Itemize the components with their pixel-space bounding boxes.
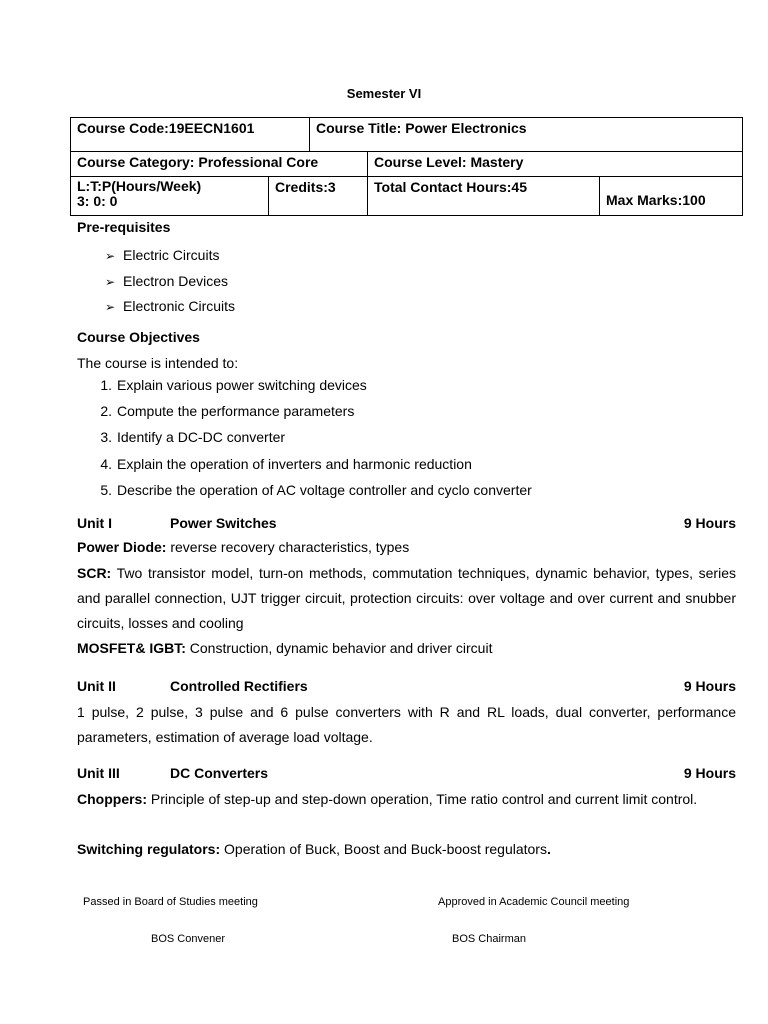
topic-lead: SCR: bbox=[77, 565, 112, 581]
unit-header bbox=[77, 765, 736, 783]
prerequisites-heading: Pre-requisites bbox=[77, 219, 171, 235]
topic-text: Operation of Buck, Boost and Buck-boost regulators bbox=[220, 841, 547, 857]
objective-text: Explain the operation of inverters and harmonic reduction bbox=[117, 456, 472, 472]
topic-text: Principle of step-up and step-down operation, Time ratio control and current limit control. bbox=[147, 791, 698, 807]
unit-number: Unit III bbox=[77, 765, 120, 781]
unit-number: Unit I bbox=[77, 515, 112, 531]
bos-convener-signature: BOS Convener bbox=[151, 933, 225, 945]
list-item bbox=[90, 429, 285, 445]
list-item bbox=[105, 273, 228, 289]
table-row bbox=[70, 117, 743, 152]
list-item bbox=[105, 298, 235, 314]
topic-text: reverse recovery characteristics, types bbox=[166, 539, 410, 555]
list-item bbox=[90, 456, 472, 472]
semester-title: Semester VI bbox=[346, 86, 422, 101]
prerequisite-text: Electric Circuits bbox=[123, 247, 220, 263]
course-title-cell: Course Title: Power Electronics bbox=[309, 118, 742, 151]
objective-text: Explain various power switching devices bbox=[117, 377, 367, 393]
unit-paragraph bbox=[77, 837, 736, 862]
credits-cell: Credits:3 bbox=[268, 177, 367, 215]
topic-lead: MOSFET& IGBT: bbox=[77, 640, 186, 656]
topic-tail: . bbox=[546, 841, 551, 857]
list-item bbox=[90, 403, 354, 419]
objective-number: 1. bbox=[100, 377, 112, 393]
topic-lead: Switching regulators: bbox=[77, 841, 221, 857]
unit-hours: 9 Hours bbox=[683, 765, 736, 781]
bos-meeting-note: Passed in Board of Studies meeting bbox=[83, 896, 258, 908]
unit-title: Power Switches bbox=[170, 515, 277, 531]
objectives-heading: Course Objectives bbox=[77, 329, 200, 345]
topic-text: 1 pulse, 2 pulse, 3 pulse and 6 pulse converters with R and RL loads, dual converter, performance parameters, estimation of average load voltage. bbox=[77, 704, 736, 745]
unit-paragraph bbox=[77, 535, 736, 560]
objective-text: Compute the performance parameters bbox=[117, 403, 355, 419]
list-item bbox=[90, 377, 367, 393]
ltp-value: 3: 0: 0 bbox=[77, 193, 118, 209]
table-row bbox=[70, 151, 743, 177]
total-contact-hours-cell: Total Contact Hours:45 bbox=[367, 177, 599, 215]
table-row bbox=[70, 176, 743, 216]
bos-chairman-signature: BOS Chairman bbox=[452, 933, 526, 945]
ltp-cell bbox=[71, 177, 268, 215]
unit-hours: 9 Hours bbox=[683, 515, 736, 531]
course-level-cell: Course Level: Mastery bbox=[367, 152, 742, 176]
arrow-bullet-icon: ➢ bbox=[105, 249, 116, 263]
objective-text: Describe the operation of AC voltage controller and cyclo converter bbox=[117, 482, 532, 498]
topic-lead: Power Diode: bbox=[77, 539, 167, 555]
objective-number: 2. bbox=[100, 403, 112, 419]
objective-number: 5. bbox=[100, 482, 112, 498]
arrow-bullet-icon: ➢ bbox=[105, 275, 116, 289]
course-category-cell: Course Category: Professional Core bbox=[77, 154, 319, 170]
unit-header bbox=[77, 678, 736, 696]
topic-lead: Choppers: bbox=[77, 791, 147, 807]
unit-title: DC Converters bbox=[170, 765, 269, 781]
objective-text: Identify a DC-DC converter bbox=[117, 429, 286, 445]
prerequisite-text: Electron Devices bbox=[123, 273, 229, 289]
objective-number: 4. bbox=[100, 456, 112, 472]
objectives-intro: The course is intended to: bbox=[77, 355, 239, 371]
course-code-cell: Course Code:19EECN1601 bbox=[77, 120, 255, 136]
unit-title: Controlled Rectifiers bbox=[170, 678, 308, 694]
academic-council-note: Approved in Academic Council meeting bbox=[438, 896, 630, 908]
unit-paragraph bbox=[77, 636, 736, 661]
ltp-label: L:T:P(Hours/Week) bbox=[77, 178, 202, 194]
list-item bbox=[105, 247, 219, 263]
prerequisite-text: Electronic Circuits bbox=[123, 298, 236, 314]
unit-number: Unit II bbox=[77, 678, 116, 694]
list-item bbox=[90, 482, 532, 498]
topic-text: Construction, dynamic behavior and driver circuit bbox=[185, 640, 493, 656]
unit-paragraph bbox=[77, 561, 736, 636]
max-marks-cell: Max Marks:100 bbox=[599, 177, 742, 215]
unit-paragraph bbox=[77, 787, 736, 812]
unit-paragraph bbox=[77, 700, 736, 750]
objective-number: 3. bbox=[100, 429, 112, 445]
topic-text: Two transistor model, turn-on methods, commutation techniques, dynamic behavior, types, series and parallel connection, UJT trigger circuit, protection circuits: over voltage and over current and snubber circuits, losses and cooling bbox=[77, 565, 736, 631]
unit-header bbox=[77, 515, 736, 533]
arrow-bullet-icon: ➢ bbox=[105, 300, 116, 314]
unit-hours: 9 Hours bbox=[683, 678, 736, 694]
